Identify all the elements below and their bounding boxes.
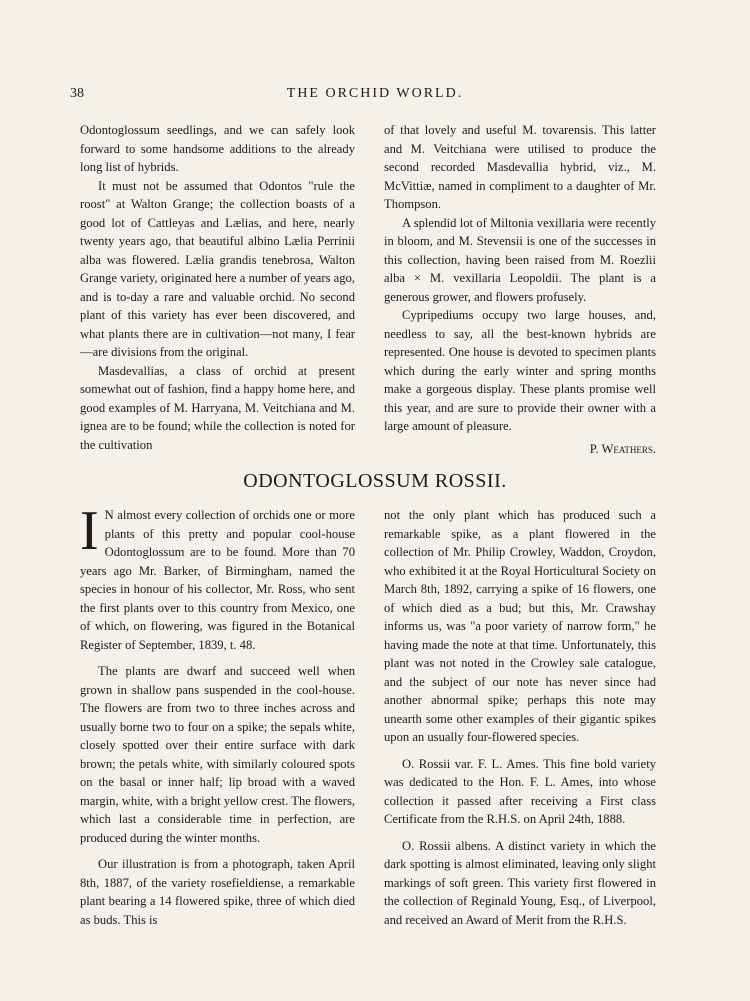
page-number: 38 xyxy=(70,86,84,101)
paragraph: Our illustration is from a photograph, taken April 8th, 1887, of the variety rosefieldiense, a remarkable plant bearing a 14 flowered spike, three of which died as buds. This is xyxy=(80,857,355,927)
article-title: ODONTOGLOSSUM ROSSII. xyxy=(243,470,507,492)
paragraph: O. Rossii albens. A distinct variety in which the dark spotting is almost eliminated, leaving only slight markings of soft green. This variety first flowered in the collection of Reginald Young, Esq., of Liverpool, and received an Award of Merit from the R.H.S. xyxy=(384,838,656,927)
bottom-right-column xyxy=(384,506,656,929)
top-right-column xyxy=(384,121,656,458)
author-signature: P. Weathers. xyxy=(589,441,656,456)
paragraph: Cypripediums occupy two large houses, and, needless to say, all the best-known hybrids are represented. One house is devoted to specimen plants which during the early winter and spring months make a gorgeous display. These plants promise well this year, and are sure to provide their owner with a large amount of pleasure. xyxy=(384,308,656,433)
paragraph: O. Rossii var. F. L. Ames. This fine bold variety was dedicated to the Hon. F. L. Ames, into whose collection it passed after receiving a First class Certificate from the R.H.S. on April 24th, 1888. xyxy=(384,756,656,826)
paragraph: not the only plant which has produced such a remarkable spike, as a plant flowered in the collection of Mr. Philip Crowley, Waddon, Croydon, who exhibited it at the Royal Horticultural Society on March 8th, 1892, carrying a spike of 16 flowers, one of which died as a bud; but this, Mr. Crawshay informs us, was "a poor variety of narrow form," he having made the note at that time. Unfortunately, this plant was not noted in the Crowley sale catalogue, and the subject of our note has never since had another abnormal spike; perhaps this note may unearth some other examples of their gigantic spikes upon an usually four-flowered species. xyxy=(384,508,656,744)
paragraph-with-drop-cap xyxy=(80,500,355,654)
paragraph: Odontoglossum seedlings, and we can safely look forward to some handsome additions to the already long list of hybrids. xyxy=(80,123,355,174)
paragraph: It must not be assumed that Odontos "rule the roost" at Walton Grange; the collection boasts of a good lot of Cattleyas and Lælias, and here, nearly twenty years ago, that beautiful albino Lælia Perrinii alba was flowered. Lælia grandis tenebrosa, Walton Grange variety, originated here a number of years ago, and is to-day a rare and valuable orchid. No second plant of this variety has ever been discovered, and what plants there are in cultivation—not many, I fear—are divisions from the original. xyxy=(80,178,355,359)
bottom-left-column xyxy=(80,500,355,929)
paragraph: of that lovely and useful M. tovarensis. This latter and M. Veitchiana were utilised to produce the second recorded Masdevallia hybrid, viz., M. McVittiæ, named in compliment to a daughter of Mr. Thompson. xyxy=(384,123,656,211)
paragraph-text: N almost every collection of orchids one or more plants of this pretty and popular cool-house Odontoglossum are to be found. More than 70 years ago Mr. Barker, of Birmingham, named the species in honour of his collector, Mr. Ross, who sent the first plants over to this country from Mexico, one of which, on flowering, was figured in the Botanical Register of September, 1839, t. 48. xyxy=(80,508,355,652)
paragraph: A splendid lot of Miltonia vexillaria were recently in bloom, and M. Stevensii is one of the successes in this collection, having been raised from M. Roezlii alba × M. vexillaria Leopoldii. The plant is a generous grower, and flowers profusely. xyxy=(384,215,656,304)
drop-cap: I xyxy=(80,500,99,562)
top-left-column xyxy=(80,121,355,454)
running-title: THE ORCHID WORLD. xyxy=(286,86,464,101)
paragraph: The plants are dwarf and succeed well when grown in shallow pans suspended in the cool-house. The flowers are from two to three inches across and usually borne two to four on a spike; the sepals white, closely spotted over their entire surface with dark brown; the petals white, with similarly coloured spots on the basal or inner half; lip broad with a waved margin, white, with a bright yellow crest. The flowers, which last a considerable time in perfection, are produced during the winter months. xyxy=(80,664,355,845)
paragraph: Masdevallias, a class of orchid at present somewhat out of fashion, find a happy home here, and good examples of M. Harryana, M. Veitchiana and M. ignea are to be found; while the collection is noted for the cultivation xyxy=(80,363,355,452)
